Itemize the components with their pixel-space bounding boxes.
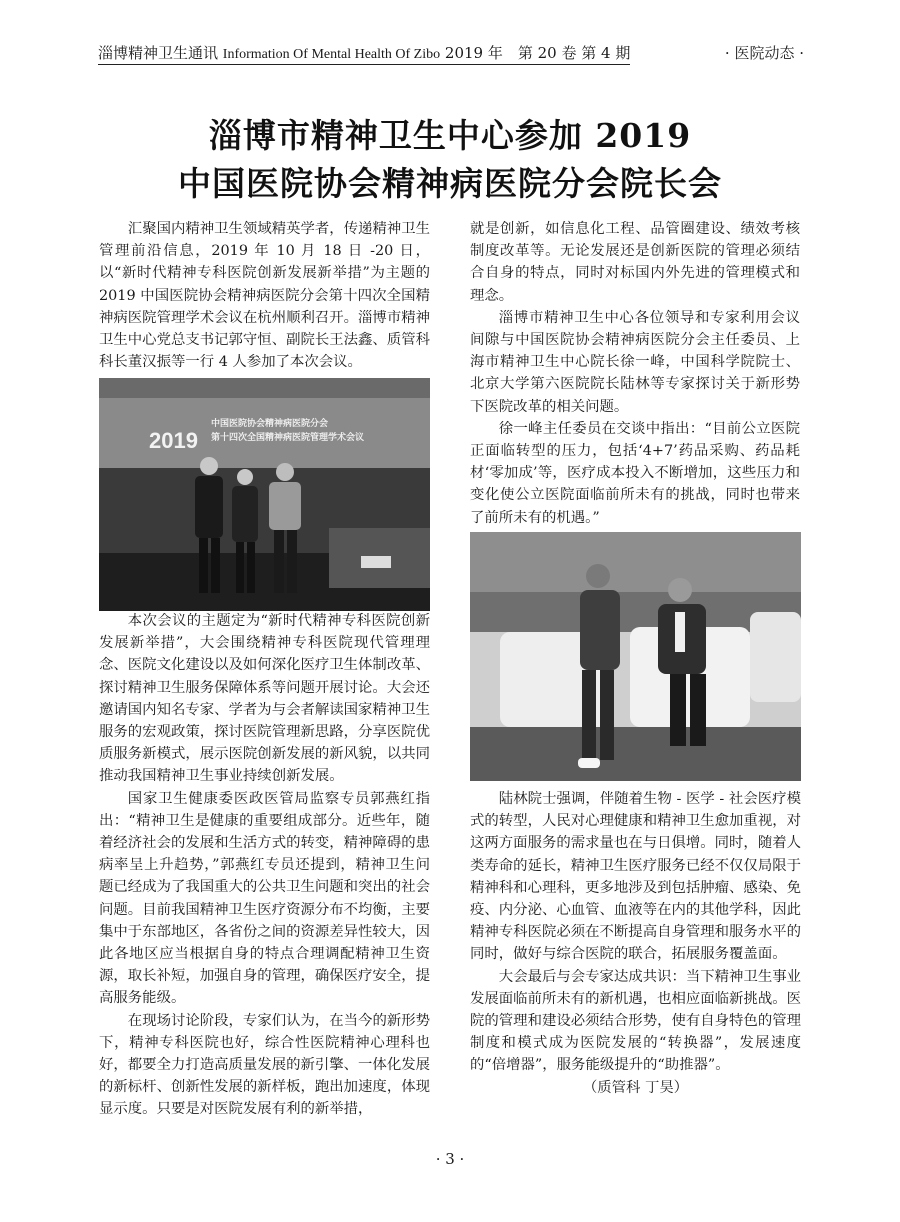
paragraph: 就是创新，如信息化工程、品管圈建设、绩效考核制度改革等。无论发展还是创新医院的管理必须结合自身的特点，同时对标国内外先进的管理模式和理念。 xyxy=(470,221,800,304)
page-number: · 3 · xyxy=(435,1150,465,1168)
article-title-line2: 中国医院协会精神病医院分会院长会 xyxy=(178,164,722,203)
paragraph: 汇聚国内精神卫生领域精英学者，传递精神卫生管理前沿信息，2019 年 10 月 18 日 -20 日，以“新时代精神专科医院创新发展新举措”为主题的 2019 中国医院协会精神病医院分会第十四次全国精神病医院管理学术会议在杭州顺利召开。淄博市精神卫生中心党总支书记郭守恒、副院长王法鑫、质管科科长董汉振等一行 4 人参加了本次会议。 xyxy=(99,221,431,371)
conference-photo xyxy=(99,378,430,611)
banner-line2: 第十四次全国精神病医院管理学术会议 xyxy=(211,433,365,443)
paragraph: 徐一峰主任委员在交谈中指出：“目前公立医院正面临转型的压力，包括‘4+7’药品采购、药品耗材‘零加成’等，医疗成本投入不断增加，这些压力和变化使公立医院面临前所未有的挑战，同时也带来了前所未有的机遇。” xyxy=(470,420,800,526)
column-right-top xyxy=(470,218,800,529)
article-title-line1: 淄博市精神卫生中心参加 2019 xyxy=(208,116,692,155)
meeting-photo-image xyxy=(470,532,801,781)
author-signature: （质管科 丁昊） xyxy=(582,1079,689,1096)
paragraph: 陆林院士强调，伴随着生物 - 医学 - 社会医疗模式的转型，人民对心理健康和精神卫生愈加重视，对这两方面服务的需求量也在与日俱增。同时，随着人类寿命的延长，精神卫生医疗服务已经不仅仅局限于精神科和心理科，更多地涉及到包括肿瘤、感染、免疫、内分泌、心血管、血液等在内的其他学科，因此精神专科医院必须在不断提高自身管理和服务水平的同时，做好与综合医院的联合，拓展服务覆盖面。 xyxy=(470,791,801,963)
section-label: · 医院动态 · xyxy=(724,44,804,62)
column-right-bottom xyxy=(470,788,801,1099)
column-left-bottom xyxy=(99,610,430,1121)
journal-title xyxy=(98,42,630,63)
column-left-top xyxy=(99,218,430,373)
header-rule xyxy=(98,64,630,65)
paragraph: 大会最后与会专家达成共识：当下精神卫生事业发展面临前所未有的新机遇，也相应面临新挑战。医院的管理和建设必须结合形势，使有自身特色的管理制度和模式成为医院发展的“转换器”，发展速度的“倍增器”，服务能级提升的“助推器”。 xyxy=(470,968,802,1074)
paragraph: 在现场讨论阶段，专家们认为，在当今的新形势下，精神专科医院也好，综合性医院精神心理科也好，都要全力打造高质量发展的新引擎、一体化发展的新标杆、创新性发展的新样板，跑出加速度，体现显示度。只要是对医院发展有利的新举措， xyxy=(99,1012,431,1118)
journal-name: 淄博精神卫生通讯 xyxy=(98,44,219,62)
banner-line1: 中国医院协会精神病医院分会 xyxy=(211,419,329,429)
journal-issue: 2019 年 第 20 卷 第 4 期 xyxy=(444,44,631,62)
meeting-photo xyxy=(470,532,801,781)
page-header xyxy=(98,40,804,66)
paragraph: 国家卫生健康委医政医管局监察专员郭燕红指出：“精神卫生是健康的重要组成部分。近些年，随着经济社会的发展和生活方式的转变，精神障碍的患病率呈上升趋势，”郭燕红专员还提到，精神卫生问题已经成为了我国重大的公共卫生问题和突出的社会问题。目前我国精神卫生医疗资源分布不均衡，主要集中于东部地区，各省份之间的资源差异性较大，因此各地区应当根据自身的特点合理调配精神卫生资源，取长补短，加强自身的管理，确保医疗安全，提高服务能级。 xyxy=(99,790,430,1007)
journal-name-en: Information Of Mental Health Of Zibo xyxy=(222,47,441,62)
paragraph: 本次会议的主题定为“新时代精神专科医院创新发展新举措”，大会围绕精神专科医院现代管理理念、医院文化建设以及如何深化医疗卫生体制改革、探讨精神卫生服务保障体系等问题开展讨论。大会还邀请国内知名专家、学者为与会者解读国家精神卫生服务的宏观政策，探讨医院管理新思路，分享医院优质服务新模式，展示医院创新发展的新风貌，以共同推动我国精神卫生事业持续创新发展。 xyxy=(99,613,430,785)
paragraph: 淄博市精神卫生中心各位领导和专家利用会议间隙与中国医院协会精神病医院分会主任委员、上海市精神卫生中心院长徐一峰，中国科学院院士、北京大学第六医院院长陆林等专家探讨关于新形势下医院改革的相关问题。 xyxy=(470,309,800,415)
conference-photo-image xyxy=(99,378,430,611)
banner-year: 2019 xyxy=(149,428,198,453)
